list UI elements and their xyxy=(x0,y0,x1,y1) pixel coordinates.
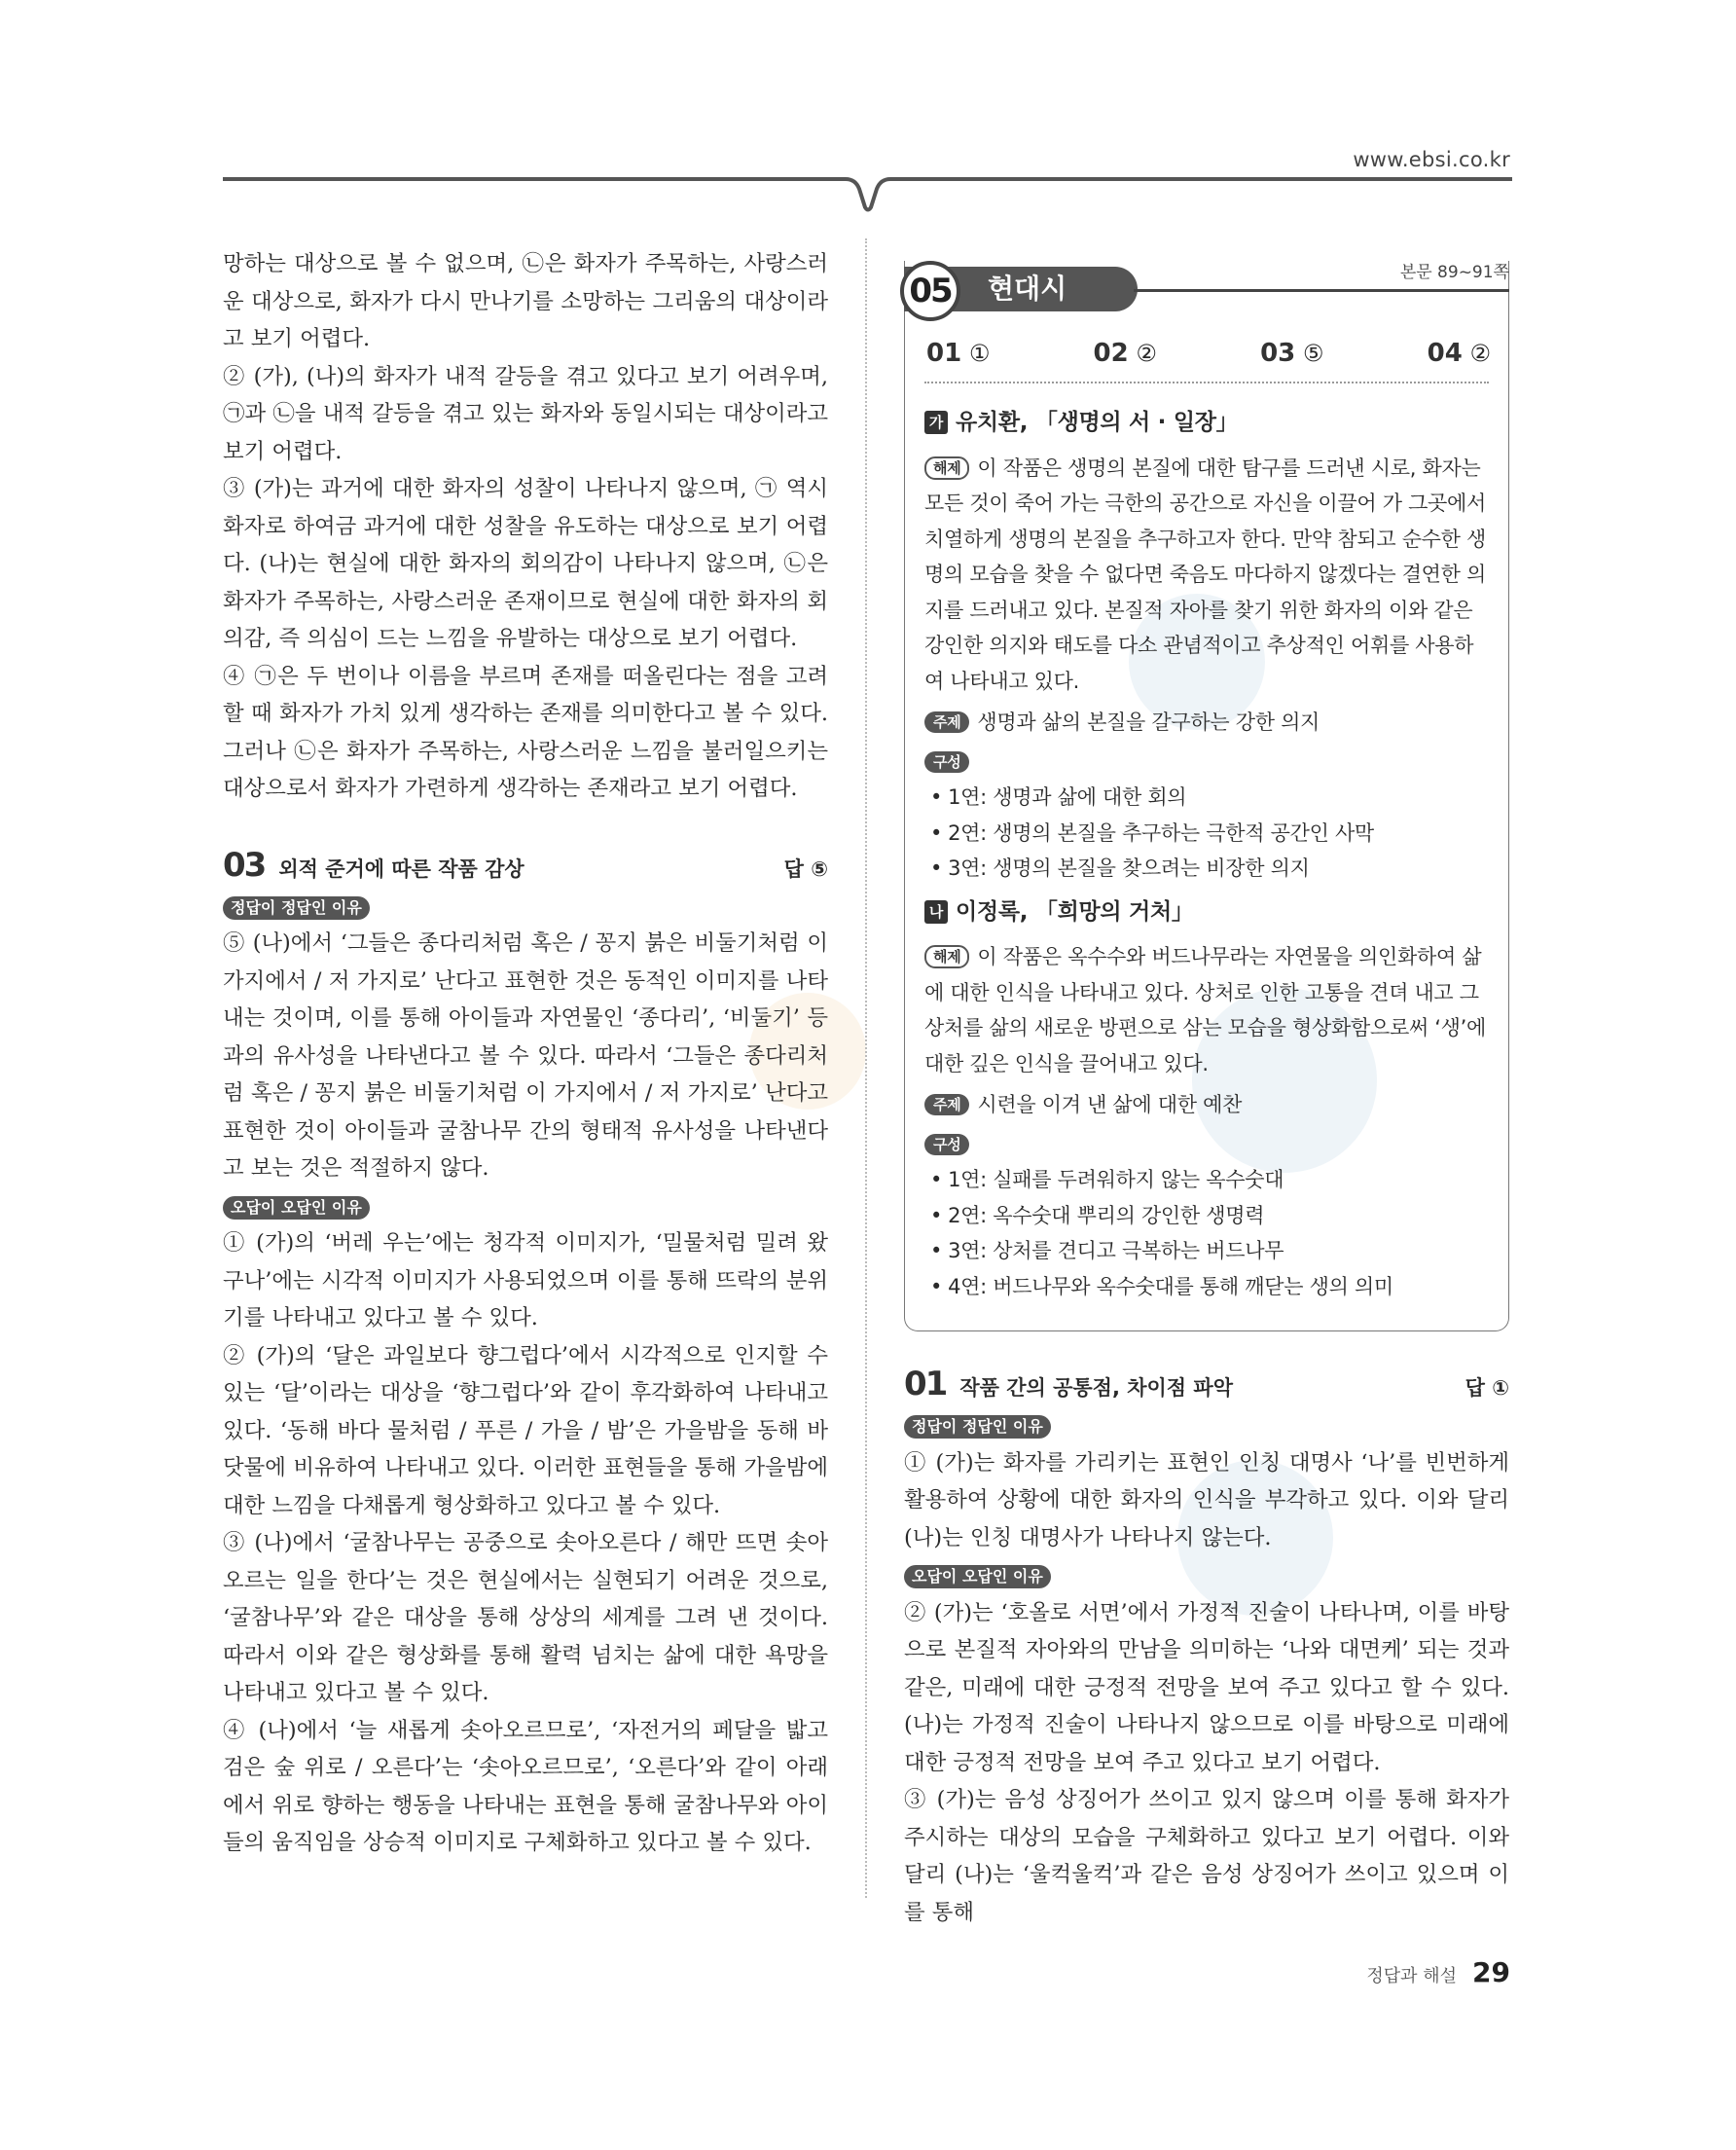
wrong-reason-tag: 오답이 오답인 이유 xyxy=(904,1565,1051,1588)
question-header xyxy=(904,1367,1509,1401)
header-rule xyxy=(223,164,1512,222)
correct-reason-tag: 정답이 정답인 이유 xyxy=(904,1415,1051,1439)
poem-mark: 나 xyxy=(924,900,948,924)
page-footer xyxy=(1366,1956,1510,1988)
paragraph: ② (가)는 ‘호올로 서면’에서 가정적 진술이 나타나며, 이를 바탕으로 본질적 자아와의 만남을 의미하는 ‘나와 대면케’ 되는 것과 같은, 미래에 대한 긍정적 전망을 보여 주고 있다고 할 수 있다. (나)는 가정적 진술이 나타나지 않으므로 이를 바탕으로 미래에 대한 긍정적 전망을 보여 주고 있다고 보기 어렵다. xyxy=(904,1599,1509,1775)
poem-heading xyxy=(924,894,1491,930)
site-url[interactable]: www.ebsi.co.kr xyxy=(1353,148,1510,171)
box-header-rule xyxy=(1134,289,1509,292)
paragraph: ② (가)의 ‘달은 과일보다 향그럽다’에서 시각적으로 인지할 수 있는 ‘달’이라는 대상을 ‘향그럽다’와 같이 후각화하여 나타내고 있다. ‘동해 바다 물처럼 / 푸른 / 가을 / 밤’은 가을밤을 동해 바닷물에 비유하여 나타내고 있다. 이러한 표현들을 통해 가을밤에 대한 느낌을 다채롭게 형상화하고 있다고 볼 수 있다. xyxy=(223,1342,828,1518)
box-body xyxy=(924,397,1491,1304)
structure-item: • 3연: 생명의 본질을 찾으려는 비장한 의지 xyxy=(930,856,1310,880)
column-divider xyxy=(865,238,867,1898)
question-header xyxy=(223,845,828,885)
paragraph: ③ (가)는 음성 상징어가 쓰이고 있지 않으며 이를 통해 화자가 주시하는 대상의 모습을 구체화하고 있다고 보기 어렵다. 이와 달리 (나)는 ‘울컥울컥’과 같은 음성 상징어가 쓰이고 있으며 이를 통해 xyxy=(904,1787,1509,1925)
structure-item: • 2연: 옥수숫대 뿌리의 강인한 생명력 xyxy=(930,1203,1265,1227)
left-column xyxy=(223,245,828,1862)
correct-reason-tag: 정답이 정답인 이유 xyxy=(223,896,370,920)
structure-label: 구성 xyxy=(924,1134,969,1155)
theme: 주제 시련을 이겨 낸 삶에 대한 예찬 xyxy=(924,1087,1491,1123)
theme-label: 주제 xyxy=(924,1094,969,1115)
paragraph: ① (가)의 ‘버레 우는’에는 청각적 이미지가, ‘밀물처럼 밀려 왔구나’에는 시각적 이미지가 사용되었으며 이를 통해 뜨락의 분위기를 나타내고 있다고 볼 수 있다. xyxy=(223,1230,828,1330)
box-title: 현대시 xyxy=(988,273,1067,305)
question-number: 03 xyxy=(223,845,266,885)
dotted-divider xyxy=(924,382,1489,383)
structure-item: • 2연: 생명의 본질을 추구하는 극한적 공간인 사막 xyxy=(930,820,1374,845)
poem-title: 유치환, 「생명의 서 · 일장」 xyxy=(956,410,1239,435)
structure-item: • 1연: 실패를 두려워하지 않는 옥수숫대 xyxy=(930,1168,1284,1191)
answer-item: 01 ① xyxy=(926,339,991,368)
page-number: 29 xyxy=(1472,1956,1510,1988)
question-title: 외적 준거에 따른 작품 감상 xyxy=(278,856,524,881)
commentary: 해제 이 작품은 생명의 본질에 대한 탐구를 드러낸 시로, 화자는 모든 것이 죽어 가는 극한의 공간으로 자신을 이끌어 가 그곳에서 치열하게 생명의 본질을 추구하고자 한다. 만약 참되고 순수한 생명의 모습을 찾을 수 없다면 죽음도 마다하지 않겠다는 결연한 의지를 드러내고 있다. 본질적 자아를 찾기 위한 화자의 이와 같은 강인한 의지와 태도를 다소 관념적이고 추상적인 어휘를 사용하여 나타내고 있다. xyxy=(924,456,1487,693)
paragraph: ① (가)는 화자를 가리키는 표현인 인칭 대명사 ‘나’를 빈번하게 활용하여 상황에 대한 화자의 인식을 부각하고 있다. 이와 달리 (나)는 인칭 대명사가 나타나지 않는다. xyxy=(904,1449,1509,1550)
footer-text: 정답과 해설 xyxy=(1366,1966,1458,1986)
question-answer: 답 ⑤ xyxy=(783,856,828,881)
poem-title: 이정록, 「희망의 거처」 xyxy=(956,898,1194,925)
structure-label-row xyxy=(924,745,1491,781)
structure-label: 구성 xyxy=(924,751,969,773)
question-title: 작품 간의 공통점, 차이점 파악 xyxy=(959,1376,1233,1400)
paragraph: ③ (나)에서 ‘굴참나무는 공중으로 솟아오른다 / 해만 뜨면 솟아오르는 일을 한다’는 것은 현실에서는 실현되기 어려운 것으로, ‘굴참나무’와 같은 대상을 통해 상상의 세계를 그려 낸 것이다. 따라서 이와 같은 형상화를 통해 활력 넘치는 삶에 대한 욕망을 나타내고 있다고 볼 수 있다. xyxy=(223,1530,828,1705)
commentary-label: 해제 xyxy=(924,945,969,968)
structure-item: • 3연: 상처를 견디고 극복하는 버드나무 xyxy=(930,1239,1284,1262)
commentary-label: 해제 xyxy=(924,456,969,480)
question-answer: 답 ① xyxy=(1465,1376,1509,1400)
poem-heading xyxy=(924,405,1491,441)
unit-number-badge: 05 xyxy=(900,261,960,321)
box-header xyxy=(904,261,1509,319)
answer-item: 02 ② xyxy=(1093,339,1157,368)
paragraph: ② (가), (나)의 화자가 내적 갈등을 겪고 있다고 보기 어려우며, ㉠과 ㉡을 내적 갈등을 겪고 있는 화자와 동일시되는 대상이라고 보기 어렵다. xyxy=(223,363,828,464)
structure-item: • 1연: 생명과 삶에 대한 회의 xyxy=(930,785,1187,809)
structure-label-row xyxy=(924,1127,1491,1163)
answer-key xyxy=(926,339,1491,368)
theme-label: 주제 xyxy=(924,711,969,733)
paragraph: 망하는 대상으로 볼 수 없으며, ㉡은 화자가 주목하는, 사랑스러운 대상으로, 화자가 다시 만나기를 소망하는 그리움의 대상이라고 보기 어렵다. xyxy=(223,251,828,351)
paragraph: ④ ㉠은 두 번이나 이름을 부르며 존재를 떠올린다는 점을 고려할 때 화자가 가치 있게 생각하는 존재를 의미한다고 볼 수 있다. 그러나 ㉡은 화자가 주목하는, 사랑스러운 느낌을 불러일으키는 대상으로서 화자가 가련하게 생각하는 존재라고 보기 어렵다. xyxy=(223,663,828,801)
theme: 주제 생명과 삶의 본질을 갈구하는 강한 의지 xyxy=(924,705,1491,741)
question-number: 01 xyxy=(904,1365,947,1403)
answer-item: 04 ② xyxy=(1427,339,1491,368)
paragraph: ④ (나)에서 ‘늘 새롭게 솟아오르므로’, ‘자전거의 페달을 밟고 검은 숲 위로 / 오른다’는 ‘솟아오르므로’, ‘오른다’와 같이 아래에서 위로 향하는 행동을 나타내는 표현을 통해 굴참나무와 아이들의 움직임을 상승적 이미지로 구체화하고 있다고 볼 수 있다. xyxy=(223,1717,828,1855)
wrong-reason-tag: 오답이 오답인 이유 xyxy=(223,1196,370,1220)
page-reference: 본문 89~91쪽 xyxy=(1399,263,1509,282)
commentary: 해제 이 작품은 옥수수와 버드나무라는 자연물을 의인화하여 삶에 대한 인식을 나타내고 있다. 상처로 인한 고통을 견뎌 내고 그 상처를 삶의 새로운 방편으로 삼는 모습을 형상화함으로써 ‘생’에 대한 깊은 인식을 끌어내고 있다. xyxy=(924,945,1487,1075)
structure-item: • 4연: 버드나무와 옥수숫대를 통해 깨닫는 생의 의미 xyxy=(930,1274,1393,1298)
poem-mark: 가 xyxy=(924,411,948,434)
paragraph: ③ (가)는 과거에 대한 화자의 성찰이 나타나지 않으며, ㉠ 역시 화자로 하여금 과거에 대한 성찰을 유도하는 대상으로 보기 어렵다. (나)는 현실에 대한 화자의 회의감이 나타나지 않으며, ㉡은 화자가 주목하는, 사랑스러운 존재이므로 현실에 대한 화자의 회의감, 즉 의심이 드는 느낌을 유발하는 대상으로 보기 어렵다. xyxy=(223,476,828,651)
answer-item: 03 ⑤ xyxy=(1260,339,1324,368)
paragraph: ⑤ (나)에서 ‘그들은 종다리처럼 혹은 / 꽁지 붉은 비둘기처럼 이 가지에서 / 저 가지로’ 난다고 표현한 것은 동적인 이미지를 나타내는 것이며, 이를 통해 아이들과 자연물인 ‘종다리’, ‘비둘기’ 등과의 유사성을 나타낸다고 볼 수 있다. 따라서 ‘그들은 종다리처럼 혹은 / 꽁지 붉은 비둘기처럼 이 가지에서 / 저 가지로’ 난다고 표현한 것이 아이들과 굴참나무 간의 형태적 유사성을 나타낸다고 보는 것은 적절하지 않다. xyxy=(223,930,828,1181)
question-01 xyxy=(904,1367,1509,1931)
